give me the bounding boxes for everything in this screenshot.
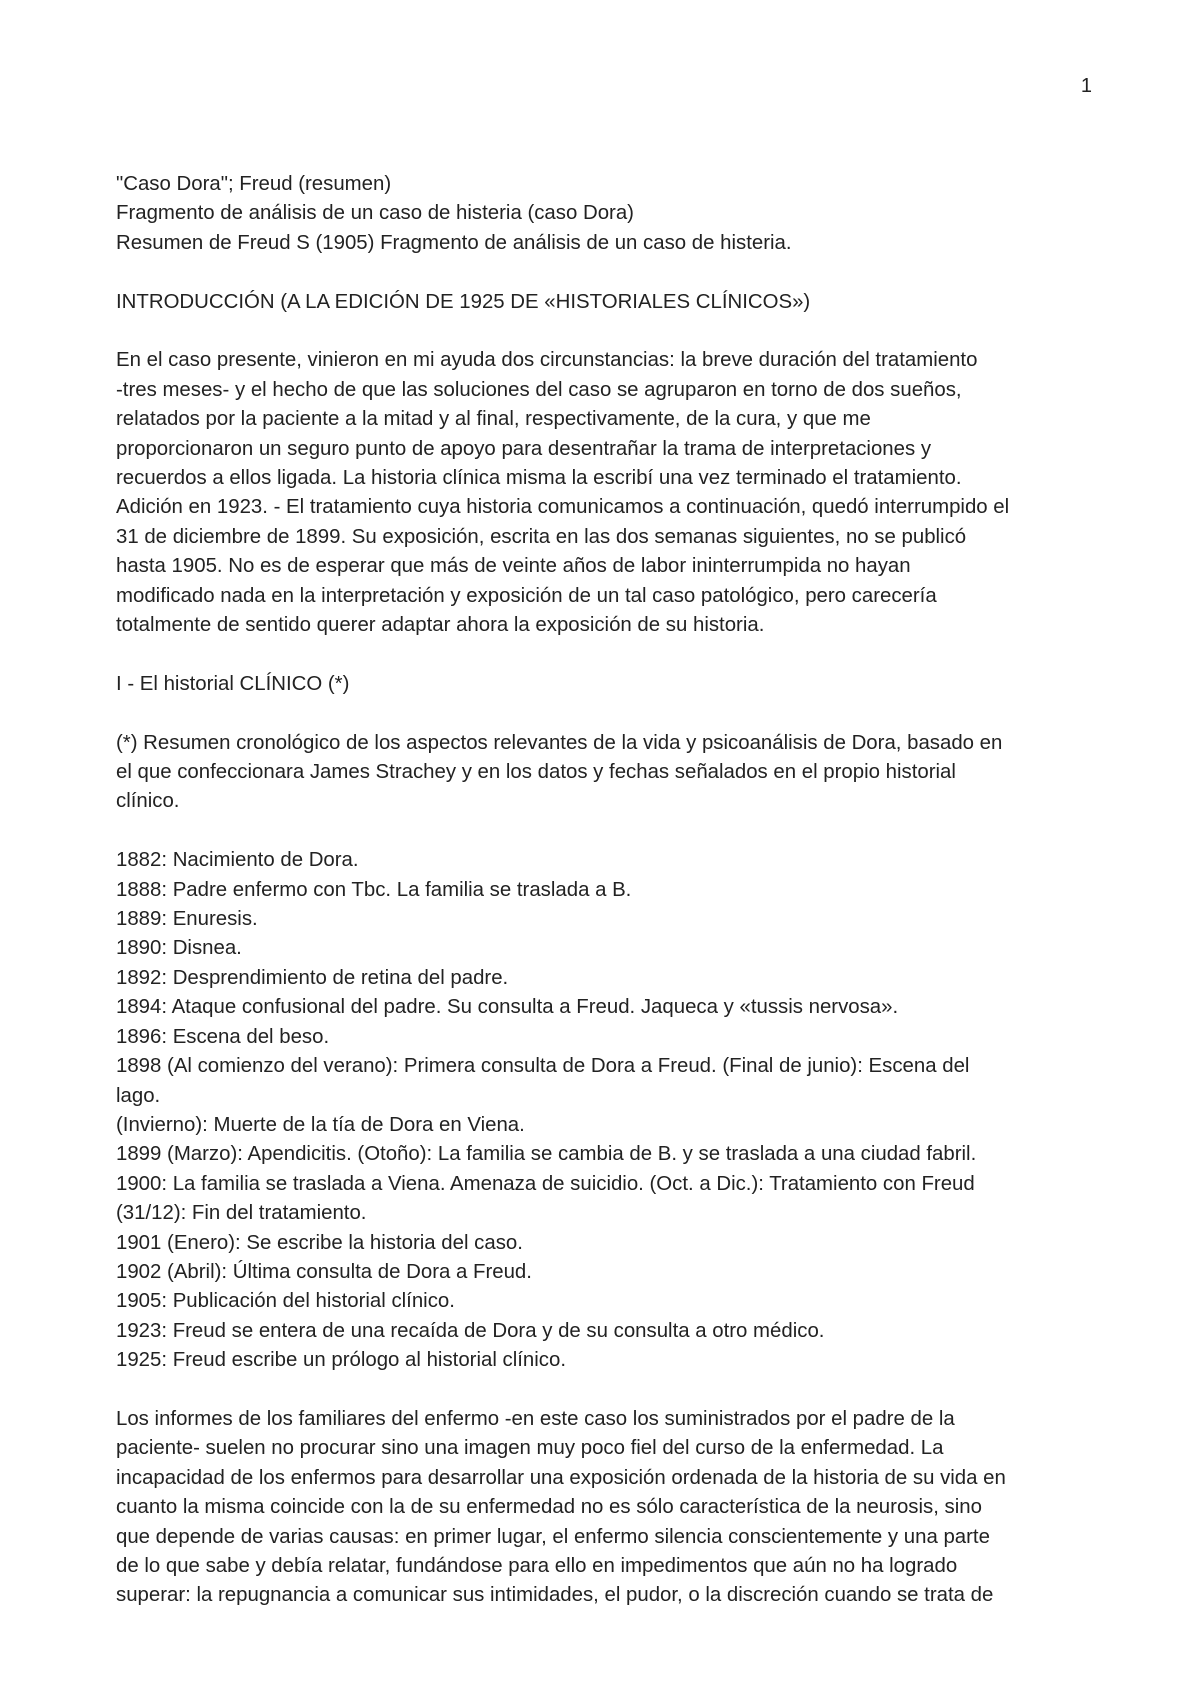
paragraph-line: Adición en 1923. - El tratamiento cuya historia comunicamos a continuación, quedó interrumpido el: [116, 496, 1010, 519]
section-one-note: [116, 729, 1106, 817]
paragraph-line: En el caso presente, vinieron en mi ayuda dos circunstancias: la breve duración del tratamiento: [116, 349, 978, 372]
document-title: "Caso Dora"; Freud (resumen): [116, 173, 392, 195]
document-subtitle: Fragmento de análisis de un caso de histeria (caso Dora): [116, 202, 634, 225]
paragraph-line: modificado nada en la interpretación y exposición de un tal caso patológico, pero carecería: [116, 584, 937, 607]
introduction-heading-block: [116, 288, 1106, 317]
chronology-item: 1894: Ataque confusional del padre. Su consulta a Freud. Jaqueca y «tussis nervosa».: [116, 996, 899, 1019]
note-line: el que confeccionara James Strachey y en los datos y fechas señalados en el propio historial: [116, 761, 956, 784]
chronology-item: 1896: Escena del beso.: [116, 1025, 330, 1048]
chronology-item: 1889: Enuresis.: [116, 908, 258, 931]
chronology-item: 1882: Nacimiento de Dora.: [116, 849, 359, 872]
chronology-item: 1890: Disnea.: [116, 937, 242, 960]
header-block: [116, 170, 1106, 258]
note-line: clínico.: [116, 790, 180, 813]
introduction-heading: INTRODUCCIÓN (A LA EDICIÓN DE 1925 DE «HISTORIALES CLÍNICOS»): [116, 290, 811, 313]
paragraph-line: recuerdos a ellos ligada. La historia clínica misma la escribí una vez terminado el tratamiento.: [116, 467, 962, 490]
chronology-item: 1888: Padre enfermo con Tbc. La familia se traslada a B.: [116, 878, 632, 901]
note-line: (*) Resumen cronológico de los aspectos relevantes de la vida y psicoanálisis de Dora, basado en: [116, 731, 1003, 754]
chronology-item: lago.: [116, 1084, 161, 1107]
chronology-item: 1900: La familia se traslada a Viena. Amenaza de suicidio. (Oct. a Dic.): Tratamiento con Freud: [116, 1172, 975, 1195]
document-source: Resumen de Freud S (1905) Fragmento de análisis de un caso de histeria.: [116, 231, 792, 254]
paragraph-line: -tres meses- y el hecho de que las soluciones del caso se agruparon en torno de dos sueños,: [116, 378, 962, 401]
chronology-item: 1898 (Al comienzo del verano): Primera consulta de Dora a Freud. (Final de junio): Escena del: [116, 1055, 970, 1078]
chronology-list: [116, 846, 1106, 1375]
chronology-item: 1892: Desprendimiento de retina del padre.: [116, 966, 509, 989]
paragraph-line: 31 de diciembre de 1899. Su exposición, escrita en las dos semanas siguientes, no se publicó: [116, 525, 967, 548]
chronology-item: 1905: Publicación del historial clínico.: [116, 1290, 455, 1313]
chronology-item: 1923: Freud se entera de una recaída de Dora y de su consulta a otro médico.: [116, 1319, 825, 1342]
paragraph-line: superar: la repugnancia a comunicar sus intimidades, el pudor, o la discreción cuando se trata de: [116, 1584, 994, 1607]
page-number: 1: [1080, 75, 1092, 97]
chronology-item: 1901 (Enero): Se escribe la historia del caso.: [116, 1231, 523, 1254]
paragraph-line: hasta 1905. No es de esperar que más de veinte años de labor ininterrumpida no hayan: [116, 555, 911, 578]
section-one-heading-block: [116, 670, 1106, 699]
chronology-item: 1902 (Abril): Última consulta de Dora a Freud.: [116, 1260, 532, 1283]
section-one-heading: I - El historial CLÍNICO (*): [116, 672, 350, 695]
closing-paragraph: [116, 1405, 1106, 1611]
chronology-item: 1899 (Marzo): Apendicitis. (Otoño): La familia se cambia de B. y se traslada a una ciudad fabril.: [116, 1143, 977, 1166]
paragraph-line: Los informes de los familiares del enfermo -en este caso los suministrados por el padre de la: [116, 1407, 955, 1430]
paragraph-line: incapacidad de los enfermos para desarrollar una exposición ordenada de la historia de su vida en: [116, 1466, 1006, 1489]
document-body: [116, 170, 1106, 1611]
chronology-item: (Invierno): Muerte de la tía de Dora en Viena.: [116, 1113, 525, 1136]
paragraph-line: proporcionaron un seguro punto de apoyo para desentrañar la trama de interpretaciones y: [116, 437, 932, 460]
paragraph-line: paciente- suelen no procurar sino una imagen muy poco fiel del curso de la enfermedad. La: [116, 1437, 944, 1460]
paragraph-line: de lo que sabe y debía relatar, fundándose para ello en impedimentos que aún no ha logrado: [116, 1555, 958, 1577]
chronology-item: (31/12): Fin del tratamiento.: [116, 1202, 367, 1225]
introduction-paragraph: [116, 346, 1106, 640]
chronology-item: 1925: Freud escribe un prólogo al historial clínico.: [116, 1349, 566, 1372]
paragraph-line: totalmente de sentido querer adaptar ahora la exposición de su historia.: [116, 614, 765, 637]
paragraph-line: cuanto la misma coincide con la de su enfermedad no es sólo característica de la neurosis, sino: [116, 1496, 982, 1519]
paragraph-line: que depende de varias causas: en primer lugar, el enfermo silencia conscientemente y una parte: [116, 1525, 990, 1548]
paragraph-line: relatados por la paciente a la mitad y al final, respectivamente, de la cura, y que me: [116, 408, 871, 431]
